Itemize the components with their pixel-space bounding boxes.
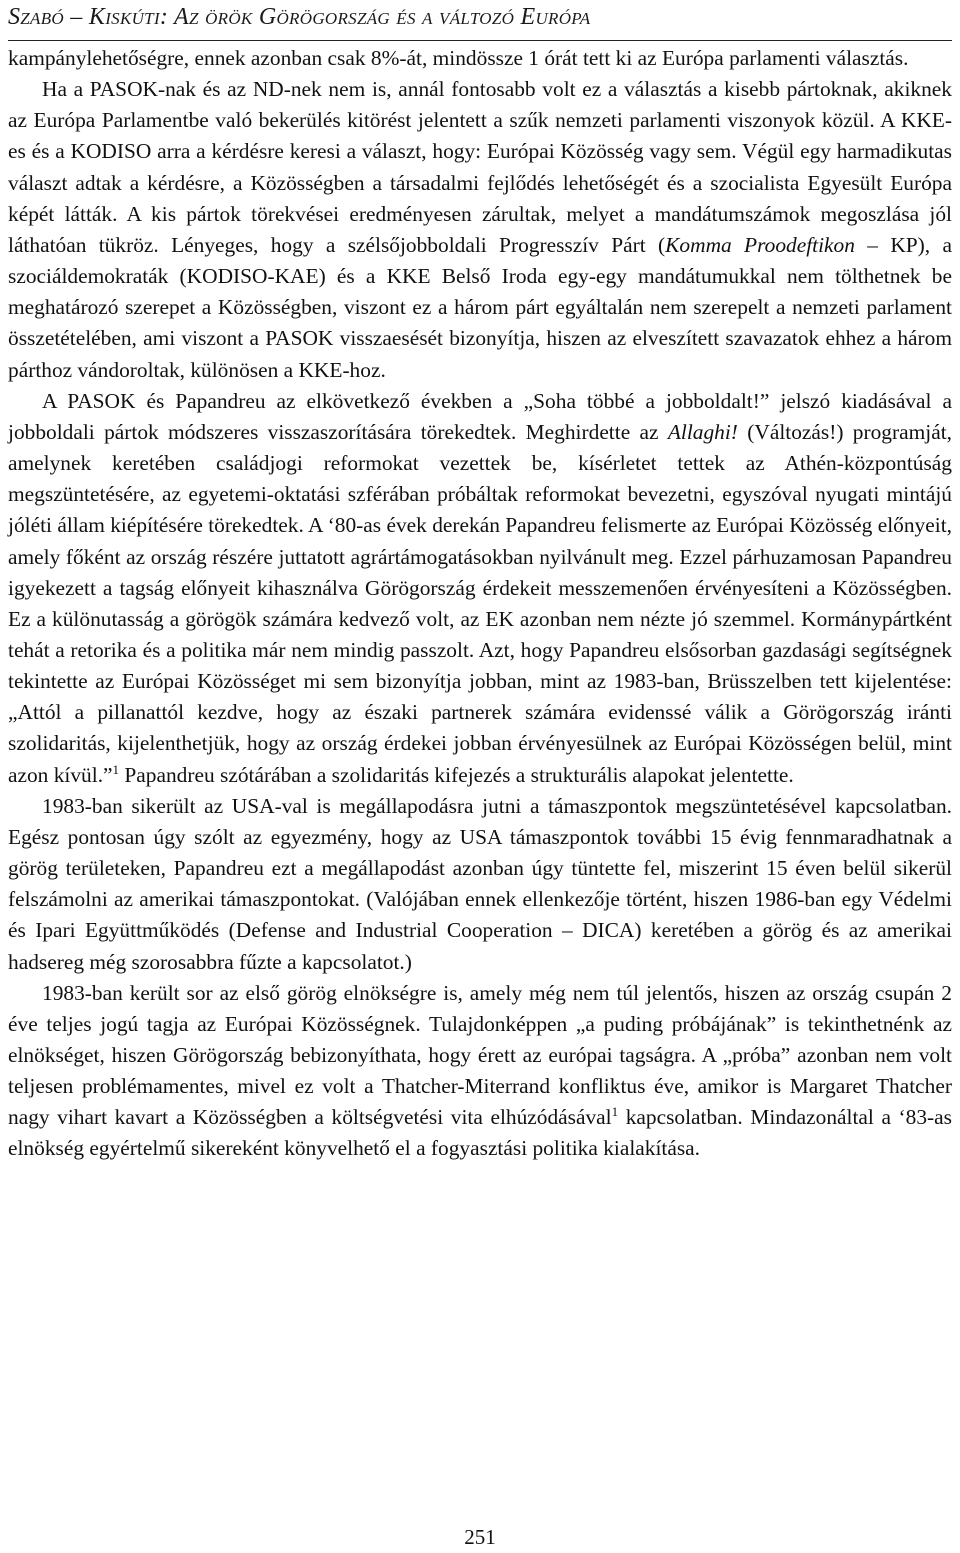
paragraph-2 — [8, 74, 952, 386]
paragraph-5-text-a: 1983-ban került sor az első görög elnökségre is, amely még nem túl jelentős, hiszen az ország csupán 2 éve teljes jogú tagja az Európai Közösségnek. Tulajdonképpen „a puding próbájának” is tekinthetnénk az elnökséget, hiszen Görögország bebizonyíthata, hogy érett az európai tagságra. A „próba” azonban nem volt teljesen problémamentes, mivel ez volt a Thatcher-Miterrand konfliktus éve, amikor is Margaret Thatcher nagy vihart kavart a Közösségben a költségvetési vita elhúzódásával — [8, 980, 952, 1130]
paragraph-1-text: kampánylehetőségre, ennek azonban csak 8%-át, mindössze 1 órát tett ki az Európa parlamenti választás. — [8, 46, 909, 70]
body-text — [8, 43, 952, 1165]
page-number: 251 — [464, 1525, 496, 1549]
footnote-marker[interactable]: 1 — [611, 1104, 619, 1120]
party-name-italic: Komma Proodeftikon — [665, 232, 855, 257]
paragraph-3-text-b: (Változás!) programját, amelynek keretében családjogi reformokat vezettek be, kísérletet tettek az Athén-központúság megszüntetésére, az egyetemi-oktatási szférában próbáltak reformokat bevezetni, egyszóval nyugati mintájú jóléti állam kiépítésére törekedtek. A ‘80-as évek derekán Papandreu felismerte az Európai Közösség előnyeit, amely főként az ország részére juttatott agrártámogatásokban nyilvánult meg. Ezzel párhuzamosan Papandreu igyekezett a tagság előnyeit kihasználva Görögország érdekeit messzemenően érvényesíteni a Közösségben. Ez a különutasság a görögök számára kedvező volt, az EK azonban nem nézte jó szemmel. Kormánypártként tehát a retorika és a politika már nem mindig passzolt. Azt, hogy Papandreu elsősorban gazdasági segítségnek tekintette az Európai Közösséget mi sem bizonyítja jobban, mint az 1983-ban, Brüsszelben tett kijelentése: „Attól a pillanattól kezdve, hogy az északi partnerek számára evidenssé válik a Görögország iránti szolidaritás, kijelenthetjük, hogy az ország érdekei jobban érvényesülnek az Európai Közösségen belül, mint azon kívül.” — [8, 419, 952, 787]
paragraph-3 — [8, 386, 952, 791]
footnote-marker[interactable]: 1 — [112, 761, 120, 777]
paragraph-1 — [8, 43, 952, 74]
paragraph-4 — [8, 791, 952, 978]
paragraph-3-text-c: Papandreu szótárában a szolidaritás kifejezés a strukturális alapokat jelentette. — [119, 762, 794, 787]
paragraph-3-text-a: A PASOK és Papandreu az elkövetkező években a „Soha többé a jobboldalt!” jelszó kiadásával a jobboldali pártok módszeres visszaszorítására törekedtek. Meghirdette az — [8, 388, 952, 444]
running-title: Szabó – Kiskúti: Az örök Görögország és a változó Európa — [8, 4, 591, 30]
paragraph-2-text-end: – KP), a szociáldemokraták (KODISO-KAE) és a KKE Belső Iroda egy-egy mandátumukkal nem tölthetnek be meghatározó szerepet a Közösségben, viszont ez a három párt egyáltalán nem szerepelt a nemzeti parlament összetételében, ami viszont a PASOK visszaesését bizonyítja, hiszen az elveszített szavazatok ehhez a három párthoz vándoroltak, különösen a KKE-hoz. — [8, 232, 952, 382]
paragraph-5 — [8, 978, 952, 1165]
running-header — [8, 0, 952, 41]
paragraph-4-text: 1983-ban sikerült az USA-val is megállapodásra jutni a támaszpontok megszüntetésével kapcsolatban. Egész pontosan úgy szólt az egyezmény, hogy az USA támaszpontok további 15 évig fennmaradhatnak a görög területeken, Papandreu ezt a megállapodást azonban úgy tüntette fel, miszerint 15 éven belül sikerül felszámolni az amerikai támaszpontokat. (Valójában ennek ellenkezője történt, hiszen 1986-ban egy Védelmi és Ipari Együttműködés (Defense and Industrial Cooperation – DICA) keretében a görög és az amerikai hadsereg még szorosabbra fűzte a kapcsolatot.) — [8, 793, 952, 974]
paragraph-5-text-b: kapcsolatban. Mindazonáltal a ‘83-as elnökség egyértelmű sikereként könyvelhető el a fogyasztási politika kialakítása. — [8, 1105, 953, 1161]
paragraph-2-text: Ha a PASOK-nak és az ND-nek nem is, annál fontosabb volt ez a választás a kisebb pártoknak, akiknek az Európa Parlamentbe való bekerülés kitörést jelentett a szűk nemzeti parlamenti viszonyok közül. A KKE-es és a KODISO arra a kérdésre keresi a választ, hogy: Európai Közösség vagy sem. Végül egy harmadikutas választ adtak a kérdésre, a Közösségben a társadalmi fejlődés lehetőségét és a szocialista Egyesült Európa képét látták. A kis pártok törekvései eredményesen zárultak, melyet a mandátumszámok megoszlása jól láthatóan tükröz. Lényeges, hogy a szélsőjobboldali Progresszív Párt ( — [8, 77, 952, 257]
program-name-italic: Allaghi! — [667, 419, 738, 444]
